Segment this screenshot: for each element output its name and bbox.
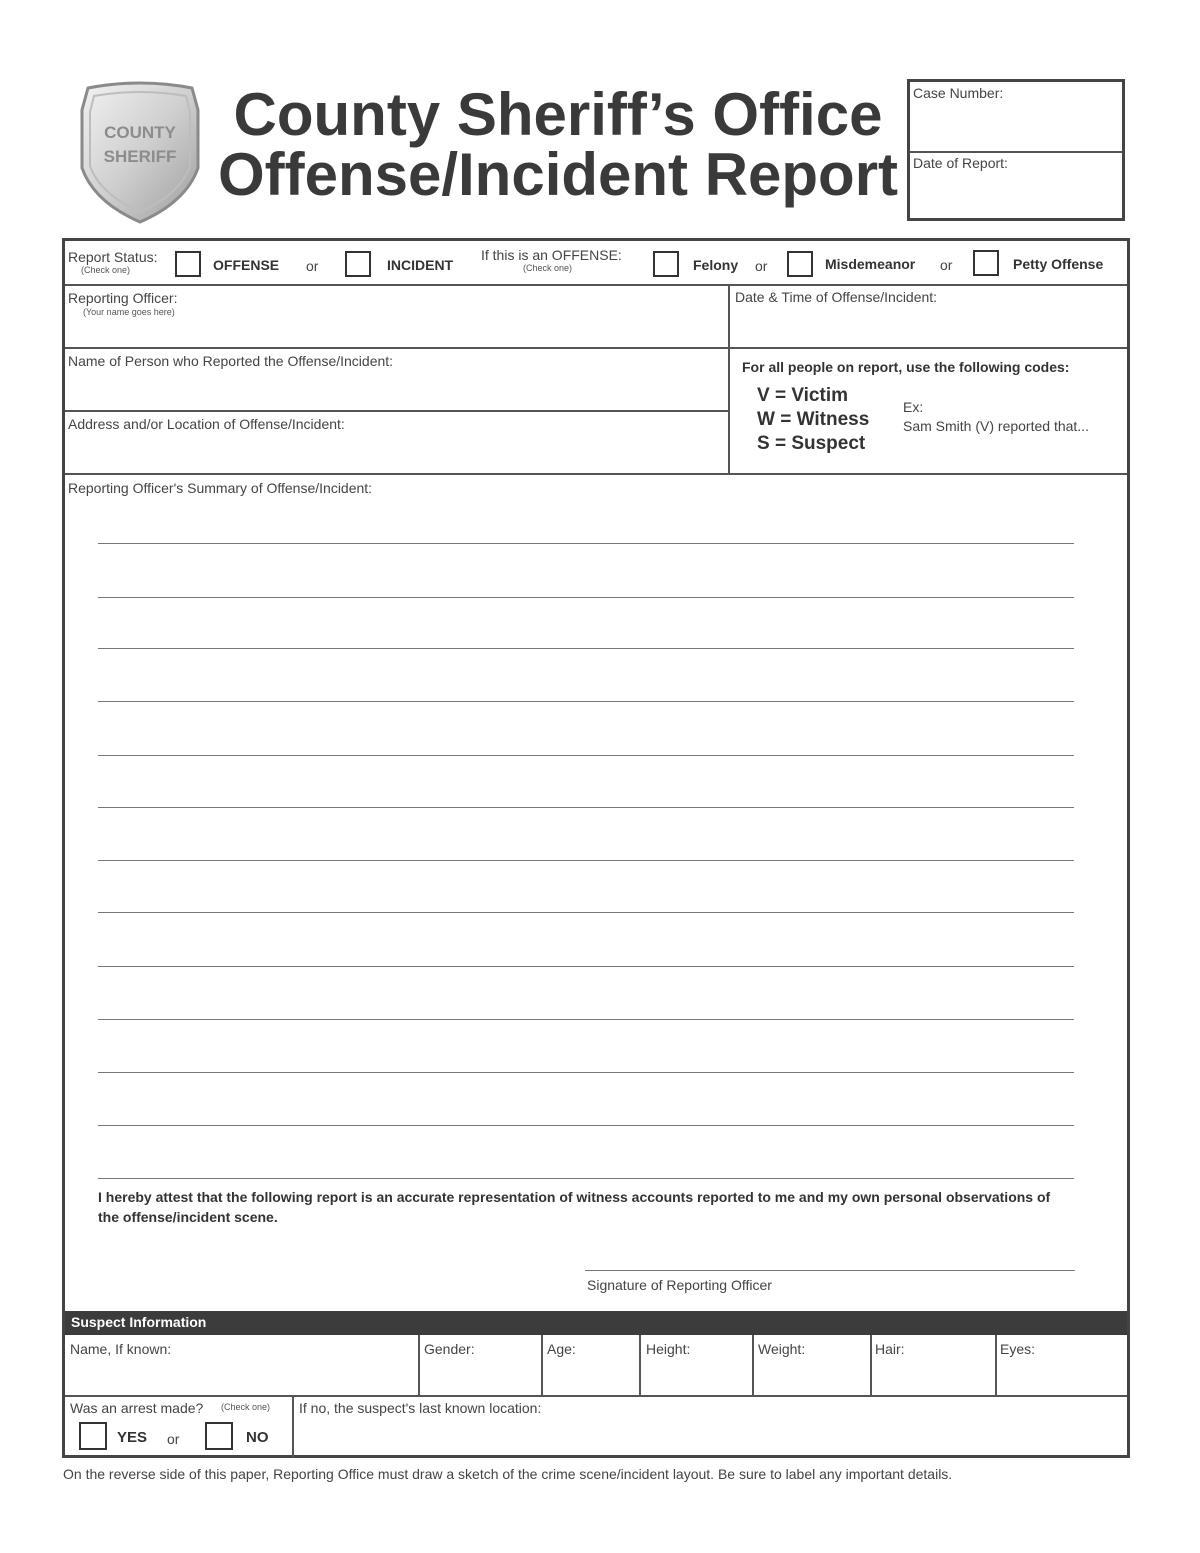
page-title-office: County Sheriff’s Office [233, 81, 883, 148]
writing-line [98, 1125, 1074, 1126]
signature-line [585, 1270, 1075, 1271]
offense-label: OFFENSE [213, 257, 280, 273]
case-box-divider [910, 151, 1122, 153]
case-number-field[interactable] [910, 102, 1122, 150]
suspect-section-title: Suspect Information [71, 1314, 207, 1330]
writing-line [98, 755, 1074, 756]
divider [292, 1396, 294, 1458]
code-suspect: S = Suspect [757, 433, 866, 454]
badge-text-sheriff: SHERIFF [103, 147, 177, 166]
incident-label: INCIDENT [387, 257, 454, 273]
weight-field[interactable] [754, 1337, 868, 1395]
writing-line [98, 912, 1074, 913]
writing-line [98, 597, 1074, 598]
report-form [62, 238, 1130, 1458]
petty-offense-label: Petty Offense [1013, 256, 1104, 272]
suspect-name-label: Name, If known: [70, 1341, 172, 1357]
weight-label: Weight: [758, 1341, 806, 1357]
divider [65, 473, 1127, 475]
divider [65, 284, 1127, 286]
writing-line [98, 543, 1074, 544]
incident-checkbox[interactable] [345, 251, 371, 277]
writing-line [98, 701, 1074, 702]
address-label: Address and/or Location of Offense/Incident: [68, 416, 345, 432]
writing-line [98, 648, 1074, 649]
reporting-officer-hint: (Your name goes here) [83, 307, 175, 317]
arrest-question-hint: (Check one) [221, 1402, 271, 1412]
attestation-text: I hereby attest that the following report is an accurate representation of witness accounts reported to me and my own personal observations of the offense/incident scene. [98, 1189, 1051, 1225]
signature-field[interactable] [585, 1241, 1075, 1271]
code-victim: V = Victim [757, 385, 849, 406]
reporting-officer-field[interactable] [65, 287, 727, 347]
hair-label: Hair: [875, 1341, 905, 1357]
felony-label: Felony [693, 257, 739, 273]
writing-line [98, 1178, 1074, 1179]
misdemeanor-label: Misdemeanor [825, 256, 916, 272]
eyes-field[interactable] [997, 1337, 1127, 1395]
felony-checkbox[interactable] [653, 251, 679, 277]
petty-offense-checkbox[interactable] [973, 250, 999, 276]
writing-line [98, 966, 1074, 967]
reporter-name-label: Name of Person who Reported the Offense/Incident: [68, 353, 394, 369]
last-location-label: If no, the suspect's last known location: [299, 1400, 542, 1416]
eyes-label: Eyes: [1000, 1341, 1036, 1357]
footer-note: On the reverse side of this paper, Reporting Office must draw a sketch of the crime scene/incident layout. Be sure to label any important details. [63, 1466, 953, 1482]
divider [65, 1395, 1127, 1397]
gender-label: Gender: [424, 1341, 475, 1357]
divider [728, 285, 730, 473]
arrest-question-label: Was an arrest made? [70, 1400, 204, 1416]
divider [65, 347, 1127, 349]
or-label: or [755, 258, 768, 274]
divider [65, 410, 728, 412]
summary-field[interactable] [95, 501, 1075, 1181]
writing-line [98, 1019, 1074, 1020]
writing-line [98, 807, 1074, 808]
reporter-name-field[interactable] [65, 350, 727, 410]
date-of-report-label: Date of Report: [913, 155, 1008, 171]
date-time-field[interactable] [731, 287, 1127, 347]
address-field[interactable] [65, 413, 727, 473]
case-number-label: Case Number: [913, 85, 1004, 101]
signature-label: Signature of Reporting Officer [587, 1277, 772, 1293]
height-field[interactable] [642, 1337, 750, 1395]
misdemeanor-checkbox[interactable] [787, 251, 813, 277]
writing-line [98, 860, 1074, 861]
last-location-field[interactable] [295, 1419, 1125, 1455]
hair-field[interactable] [872, 1337, 994, 1395]
example-label: Ex: [903, 399, 924, 415]
divider [639, 1335, 641, 1395]
case-info-box [907, 79, 1125, 221]
or-label: or [167, 1431, 180, 1447]
or-label: or [940, 257, 953, 273]
badge-text-county: COUNTY [104, 123, 176, 142]
suspect-name-field[interactable] [65, 1337, 417, 1395]
age-field[interactable] [543, 1337, 638, 1395]
date-time-label: Date & Time of Offense/Incident: [735, 289, 938, 305]
example-text: Sam Smith (V) reported that... [903, 418, 1089, 434]
suspect-section-header [65, 1311, 1127, 1335]
arrest-yes-checkbox[interactable] [79, 1422, 107, 1450]
sheriff-badge-logo [76, 80, 204, 226]
date-of-report-field[interactable] [910, 174, 1122, 218]
writing-line [98, 1072, 1074, 1073]
report-status-hint: (Check one) [81, 265, 131, 275]
if-offense-label: If this is an OFFENSE: [481, 247, 622, 263]
arrest-no-checkbox[interactable] [205, 1422, 233, 1450]
page-title-report: Offense/Incident Report [217, 141, 899, 208]
gender-field[interactable] [420, 1337, 540, 1395]
arrest-no-label: NO [246, 1429, 269, 1446]
code-witness: W = Witness [757, 409, 870, 430]
or-label: or [306, 258, 319, 274]
arrest-yes-label: YES [117, 1429, 148, 1446]
summary-label: Reporting Officer's Summary of Offense/Incident: [68, 480, 373, 496]
age-label: Age: [547, 1341, 576, 1357]
if-offense-hint: (Check one) [523, 263, 573, 273]
codes-heading: For all people on report, use the following codes: [742, 359, 1070, 375]
reporting-officer-label: Reporting Officer: [68, 290, 178, 306]
height-label: Height: [646, 1341, 691, 1357]
offense-checkbox[interactable] [175, 251, 201, 277]
report-status-label: Report Status: [68, 249, 158, 265]
